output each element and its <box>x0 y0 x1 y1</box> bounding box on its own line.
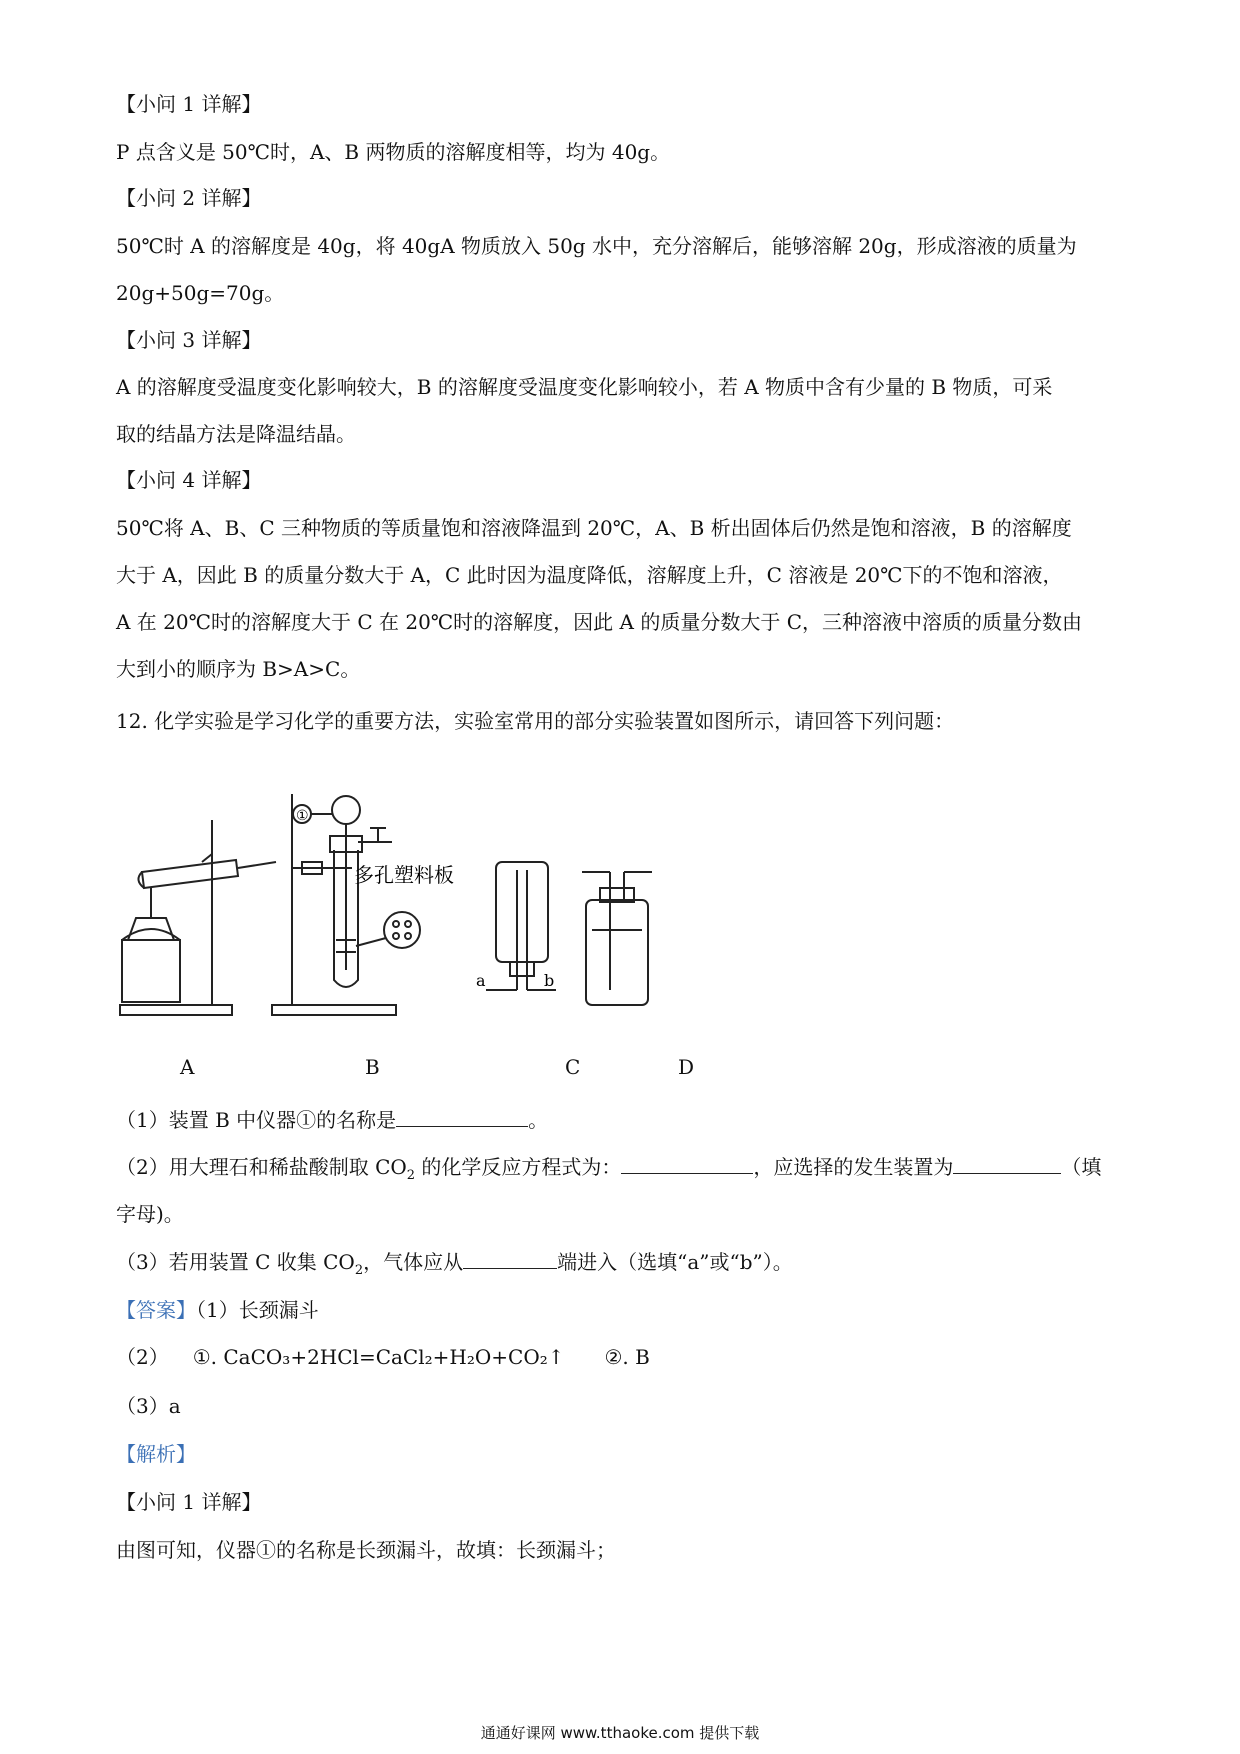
q2-blank-1 <box>621 1155 753 1174</box>
plate-label: 多孔塑料板 <box>354 863 454 887</box>
line-p3b: 取的结晶方法是降温结晶。 <box>116 422 356 446</box>
analysis-exp1: 由图可知，仪器①的名称是长颈漏斗，故填：长颈漏斗； <box>116 1538 616 1562</box>
q1-post: 。 <box>528 1108 549 1132</box>
analysis-h1: 【小问 1 详解】 <box>116 1490 262 1514</box>
line-p4a: 50℃将 A、B、C 三种物质的等质量饱和溶液降温到 20℃，A、B 析出固体后仍然是饱和溶液，B 的溶解度 <box>116 516 1072 540</box>
q3-post: 端进入（选填“a”或“b”）。 <box>557 1250 793 1274</box>
q12-stem: 12. 化学实验是学习化学的重要方法，实验室常用的部分实验装置如图所示，请回答下列问题： <box>116 709 955 733</box>
q1-blank <box>396 1108 528 1127</box>
q2-mid: 的化学反应方程式为： <box>415 1155 622 1179</box>
answer-2-b: ②. B <box>604 1345 650 1369</box>
line-p4b: 大于 A，因此 B 的质量分数大于 A，C 此时因为温度降低，溶解度上升，C 溶液是 20℃下的不饱和溶液， <box>116 563 1063 587</box>
line-p3a: A 的溶解度受温度变化影响较大，B 的溶解度受温度变化影响较小，若 A 物质中含有少量的 B 物质，可采 <box>116 375 1053 399</box>
analysis-tag: 【解析】 <box>116 1442 196 1466</box>
answer-2-eq: ①. CaCO₃+2HCl=CaCl₂+H₂O+CO₂↑ <box>192 1345 565 1369</box>
fig-label-b: B <box>365 1055 380 1079</box>
q3-mid: ，气体应从 <box>363 1250 464 1274</box>
fig-label-a: A <box>180 1055 195 1079</box>
answer-line <box>116 1296 319 1324</box>
q2-post: （填 <box>1061 1155 1102 1179</box>
line-p2a: 50℃时 A 的溶解度是 40g，将 40gA 物质放入 50g 水中，充分溶解后，能够溶解 20g，形成溶液的质量为 <box>116 234 1077 258</box>
stand-base-a <box>120 1005 232 1015</box>
q2-blank-2 <box>953 1155 1061 1174</box>
line-h1: 【小问 1 详解】 <box>116 92 262 116</box>
port-b-label: b <box>544 971 555 990</box>
answer-2-line <box>116 1343 650 1371</box>
q2-pre: （2）用大理石和稀盐酸制取 CO <box>116 1155 407 1179</box>
answer-tag: 【答案】 <box>116 1298 196 1322</box>
circle-1-label: ① <box>296 808 309 824</box>
q3-blank <box>463 1250 557 1269</box>
fig-label-c: C <box>565 1055 581 1079</box>
q3-line <box>116 1248 793 1285</box>
q3-sub: 2 <box>354 1263 364 1278</box>
answer-2-pre: （2） <box>116 1345 169 1369</box>
answer-1: （1）长颈漏斗 <box>196 1298 319 1322</box>
q2-sub: 2 <box>406 1168 416 1183</box>
line-p4c: A 在 20℃时的溶解度大于 C 在 20℃时的溶解度，因此 A 的质量分数大于 C，三种溶液中溶质的质量分数由 <box>116 610 1082 634</box>
q3-pre: （3）若用装置 C 收集 CO <box>116 1250 355 1274</box>
line-p4d: 大到小的顺序为 B>A>C。 <box>116 657 361 681</box>
line-h2: 【小问 2 详解】 <box>116 186 262 210</box>
line-h3: 【小问 3 详解】 <box>116 328 262 352</box>
apparatus-figure <box>116 790 716 1090</box>
line-p1: P 点含义是 50℃时，A、B 两物质的溶解度相等，均为 40g。 <box>116 140 671 164</box>
port-a-label: a <box>476 971 486 990</box>
stand-base-b <box>272 1005 396 1015</box>
line-p2b: 20g+50g=70g。 <box>116 281 285 305</box>
line-h4: 【小问 4 详解】 <box>116 468 262 492</box>
q2-line <box>116 1153 1101 1190</box>
fig-label-d: D <box>678 1055 695 1079</box>
q2-line2: 字母)。 <box>116 1202 184 1226</box>
footer: 通通好课网 www.tthaoke.com 提供下载 <box>480 1724 760 1742</box>
q1-line <box>116 1106 548 1134</box>
q1-pre: （1）装置 B 中仪器①的名称是 <box>116 1108 397 1132</box>
answer-3: （3）a <box>116 1394 181 1418</box>
q2-mid2: ，应选择的发生装置为 <box>753 1155 954 1179</box>
